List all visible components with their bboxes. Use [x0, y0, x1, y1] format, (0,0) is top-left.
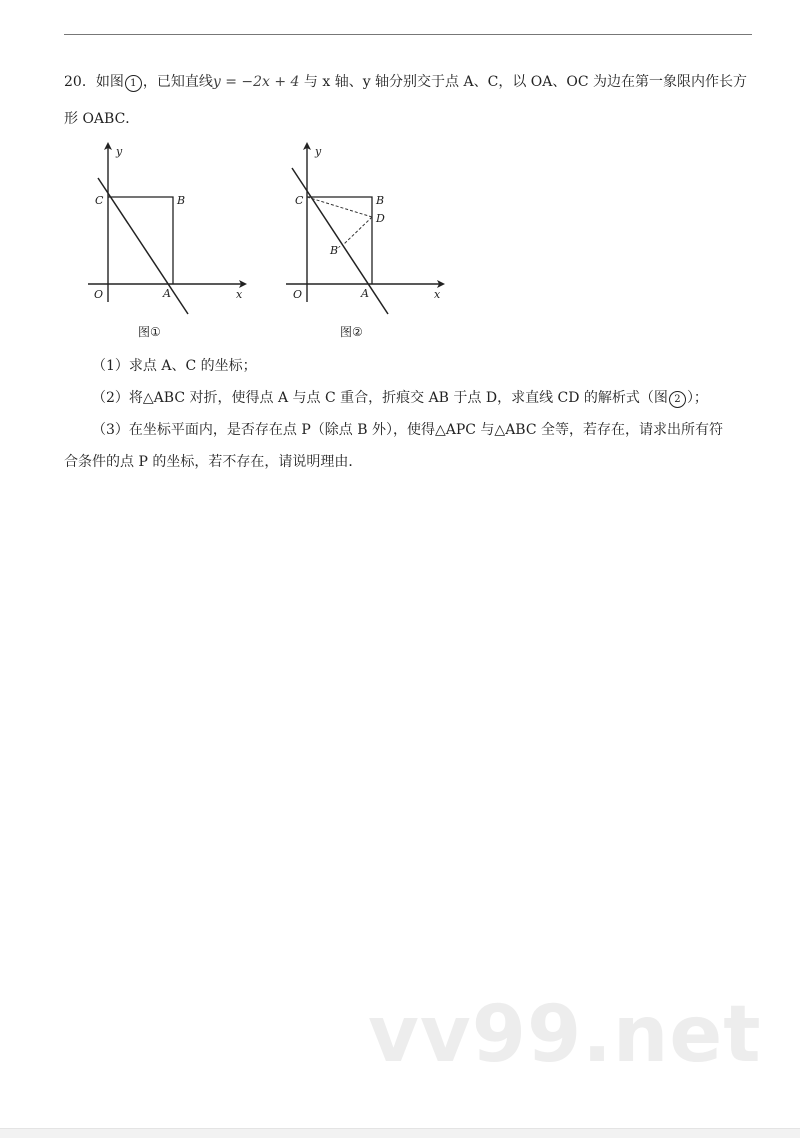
y-axis-label: y: [116, 145, 123, 158]
figure-ref-1: 1: [125, 75, 142, 92]
point-d-label: D: [376, 212, 385, 225]
y-axis-label: y: [315, 145, 322, 158]
point-a-label: A: [163, 287, 171, 300]
question-2-text: （2）将△ABC 对折，使得点 A 与点 C 重合，折痕交 AB 于点 D，求直线 CD 的解析式（图: [92, 390, 668, 406]
origin-label: O: [94, 288, 104, 301]
header-rule: [64, 34, 752, 35]
intro-prefix: 如图: [95, 74, 124, 90]
figure-2-caption: 图②: [340, 325, 363, 339]
question-1: （1）求点 A、C 的坐标；: [92, 358, 257, 374]
x-axis-label: x: [236, 288, 243, 301]
x-axis-label: x: [434, 288, 441, 301]
point-b-label: B: [177, 194, 186, 207]
origin-label: O: [293, 288, 303, 301]
figure-ref-2: 2: [669, 391, 686, 408]
rectangle-oabc: [108, 197, 173, 284]
watermark: vv99.net: [368, 990, 762, 1080]
point-c-label: C: [295, 194, 304, 207]
intro-middle: ，已知直线: [142, 74, 213, 90]
figure-2: [280, 140, 455, 350]
problem-intro-line-1: [64, 72, 747, 92]
question-2: [92, 388, 708, 408]
question-3-line-1: （3）在坐标平面内，是否存在点 P（除点 B 外），使得△APC 与△ABC 全等，若存在，请求出所有符: [92, 422, 724, 438]
point-c-label: C: [95, 194, 104, 207]
figure-1: [80, 140, 255, 350]
problem-number: 20．: [64, 74, 96, 90]
point-b-prime-label: B′: [330, 244, 341, 257]
point-b-label: B: [376, 194, 385, 207]
line-ac: [98, 178, 188, 314]
question-3-line-2: 合条件的点 P 的坐标，若不存在，请说明理由．: [64, 454, 363, 470]
intro-suffix: 与 x 轴、y 轴分别交于点 A、C，以 OA、OC 为边在第一象限内作长方: [303, 74, 748, 90]
line-equation: y = −2x + 4: [212, 74, 300, 90]
question-2-end: ）；: [686, 390, 708, 406]
problem-intro-line-2: 形 OABC．: [64, 111, 140, 127]
figure-1-caption: 图①: [138, 325, 161, 339]
segment-db-prime: [344, 217, 372, 244]
point-a-label: A: [361, 287, 369, 300]
